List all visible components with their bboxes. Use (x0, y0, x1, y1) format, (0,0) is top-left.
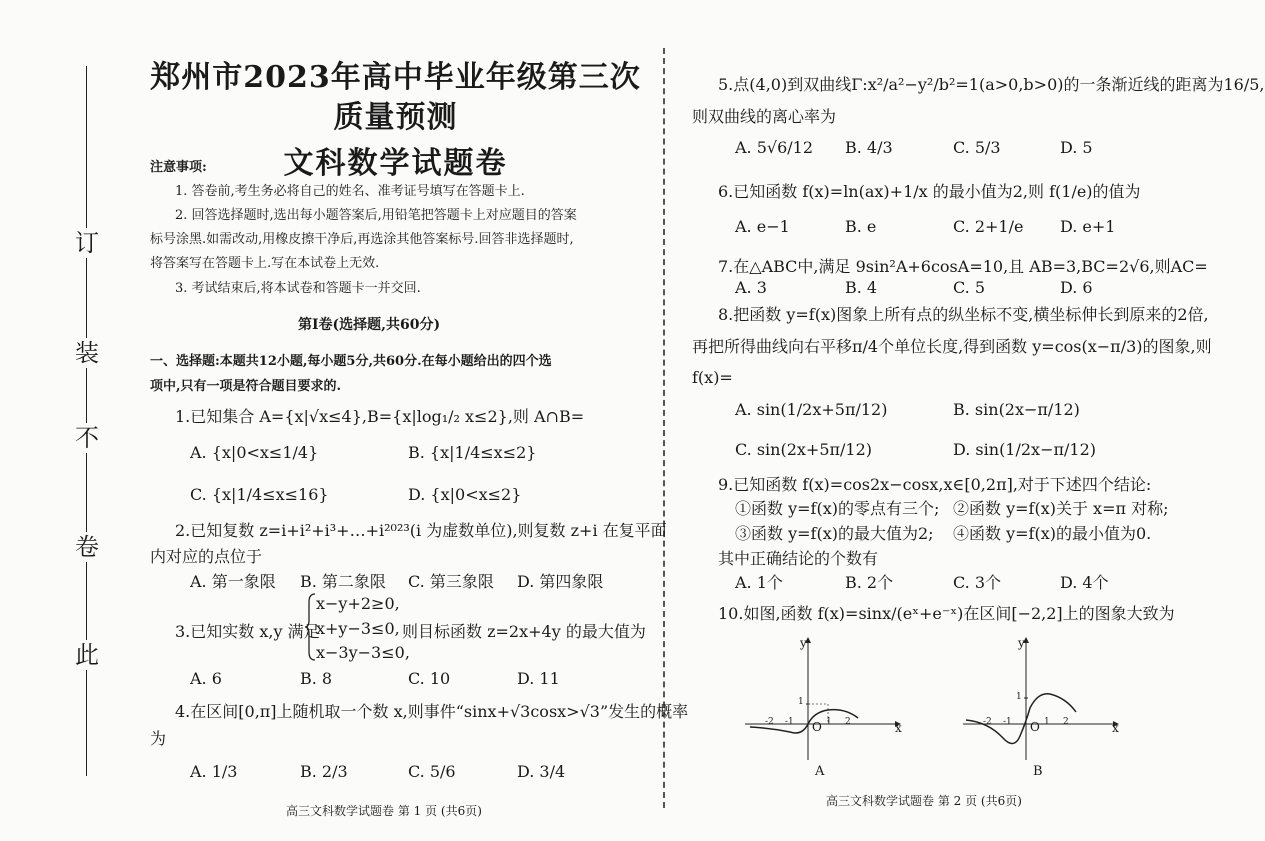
graph-b-origin: O (1030, 720, 1040, 734)
question-5-stem: 则双曲线的离心率为 (692, 107, 837, 126)
question-9-claim: ④函数 y=f(x)的最小值为0. (953, 524, 1152, 543)
question-5-option-a: A. 5√6/12 (735, 138, 814, 157)
question-3-constraint: x−3y−3≤0, (316, 643, 410, 662)
question-4-option-d: D. 3/4 (517, 762, 566, 781)
graph-a-y-label: y (800, 636, 807, 650)
question-9-option-a: A. 1个 (735, 573, 783, 592)
graph-a-tick: -2 (765, 717, 774, 727)
graph-b (958, 632, 1128, 762)
exam-title: 郑州市2023年高中毕业年级第三次质量预测 (150, 60, 641, 135)
question-8-option-c: C. sin(2x+5π/12) (735, 440, 873, 459)
question-7-option-b: B. 4 (845, 278, 878, 297)
question-3-constraint: x+y−3≤0, (316, 619, 400, 638)
question-9-stem: 9.已知函数 f(x)=cos2x−cosx,x∈[0,2π],对于下述四个结论: (718, 475, 1152, 494)
question-1-option-a: A. {x|0<x≤1/4} (190, 443, 319, 462)
graph-a-x-label: x (895, 721, 902, 735)
question-1-option-b: B. {x|1/4≤x≤2} (408, 443, 537, 462)
graph-b-label: B (1033, 764, 1043, 779)
binding-char: 不 (72, 423, 102, 453)
question-9-claim: ③函数 y=f(x)的最大值为2; (735, 524, 934, 543)
question-7-stem: 7.在△ABC中,满足 9sin²A+6cosA=10,且 AB=3,BC=2√6,则AC= (718, 257, 1208, 276)
question-5-option-b: B. 4/3 (845, 138, 893, 157)
question-5-stem: 5.点(4,0)到双曲线Γ:x²/a²−y²/b²=1(a>0,b>0)的一条渐近线的距离为16/5, (718, 75, 1265, 94)
question-6-option-c: C. 2+1/e (953, 217, 1024, 236)
question-4-stem: 为 (150, 729, 167, 748)
graph-b-tick: 1 (1016, 692, 1022, 702)
question-4-stem: 4.在区间[0,π]上随机取一个数 x,则事件“sinx+√3cosx>√3”发生的概率 (175, 702, 689, 721)
question-3-tail: 则目标函数 z=2x+4y 的最大值为 (402, 622, 646, 641)
graph-a-tick: 2 (845, 717, 851, 727)
question-3-lead: 3.已知实数 x,y 满足 (175, 622, 320, 641)
question-1-option-c: C. {x|1/4≤x≤16} (190, 485, 329, 504)
graph-b-tick: 2 (1063, 717, 1069, 727)
question-6-option-a: A. e−1 (735, 217, 790, 236)
binding-char: 装 (72, 338, 102, 368)
notice-item: 1. 答卷前,考生务必将自己的姓名、准考证号填写在答题卡上. (175, 184, 525, 199)
graph-a-tick: -1 (785, 717, 794, 727)
graph-b-x-label: x (1112, 721, 1119, 735)
question-3-option-c: C. 10 (408, 669, 451, 688)
question-7-option-a: A. 3 (735, 278, 767, 297)
question-7-option-d: D. 6 (1060, 278, 1093, 297)
graph-a-origin: O (812, 720, 822, 734)
question-2-option-c: C. 第三象限 (408, 572, 494, 591)
question-8-stem: f(x)= (692, 368, 733, 387)
binding-char: 订 (72, 228, 102, 258)
question-5-option-c: C. 5/3 (953, 138, 1001, 157)
question-7-option-c: C. 5 (953, 278, 986, 297)
left-page (148, 58, 643, 184)
binding-char: 此 (72, 640, 102, 670)
question-3-option-a: A. 6 (190, 669, 222, 688)
notice-item: 将答案写在答题卡上.写在本试卷上无效. (150, 256, 380, 271)
graph-a-label: A (815, 764, 825, 779)
question-8-stem: 8.把函数 y=f(x)图象上所有点的纵坐标不变,横坐标伸长到原来的2倍, (718, 305, 1209, 324)
notice-heading: 注意事项: (150, 160, 207, 175)
section-title: 第Ⅰ卷(选择题,共60分) (298, 317, 441, 333)
notice-item: 3. 考试结束后,将本试卷和答题卡一并交回. (175, 281, 421, 296)
question-9-claim: ②函数 y=f(x)关于 x=π 对称; (953, 499, 1169, 518)
question-10-stem: 10.如图,函数 f(x)=sinx/(eˣ+e⁻ˣ)在区间[−2,2]上的图象大致为 (718, 604, 1175, 623)
question-9-option-c: C. 3个 (953, 573, 1002, 592)
graph-b-tick: -2 (983, 717, 992, 727)
binding-char: 卷 (72, 532, 102, 562)
question-4-option-b: B. 2/3 (300, 762, 348, 781)
question-9-option-d: D. 4个 (1060, 573, 1109, 592)
question-2-option-b: B. 第二象限 (300, 572, 386, 591)
question-8-option-d: D. sin(1/2x−π/12) (953, 440, 1096, 459)
graph-a-tick: 1 (826, 717, 832, 727)
question-6-option-d: D. e+1 (1060, 217, 1116, 236)
section-intro: 一、选择题:本题共12小题,每小题5分,共60分.在每小题给出的四个选 (150, 354, 552, 369)
exam-subtitle: 文科数学试题卷 (283, 146, 508, 181)
question-2-option-a: A. 第一象限 (190, 572, 276, 591)
question-1-stem: 1.已知集合 A={x|√x≤4},B={x|log₁/₂ x≤2},则 A∩B= (175, 407, 585, 426)
question-8-option-b: B. sin(2x−π/12) (953, 400, 1080, 419)
binding-margin (0, 0, 120, 841)
question-4-option-c: C. 5/6 (408, 762, 456, 781)
question-2-stem: 2.已知复数 z=i+i²+i³+…+i²⁰²³(i 为虚数单位),则复数 z+i 在复平面 (175, 521, 667, 540)
question-2-stem: 内对应的点位于 (150, 547, 263, 566)
question-9-claim: ①函数 y=f(x)的零点有三个; (735, 499, 940, 518)
footer-right: 高三文科数学试题卷 第 2 页 (共6页) (826, 794, 1022, 808)
graph-b-tick: -1 (1003, 717, 1012, 727)
graph-a (740, 632, 910, 762)
graph-b-y-label: y (1018, 636, 1025, 650)
graph-b-tick: 1 (1044, 717, 1050, 727)
question-3-constraint: x−y+2≥0, (316, 594, 400, 613)
section-intro: 项中,只有一项是符合题目要求的. (150, 379, 342, 394)
question-3-option-d: D. 11 (517, 669, 560, 688)
question-3-option-b: B. 8 (300, 669, 333, 688)
question-5-option-d: D. 5 (1060, 138, 1093, 157)
notice-item: 2. 回答选择题时,选出每小题答案后,用铅笔把答题卡上对应题目的答案 (175, 208, 577, 223)
question-4-option-a: A. 1/3 (190, 762, 238, 781)
page-divider (663, 48, 665, 808)
notice-item: 标号涂黑.如需改动,用橡皮擦干净后,再选涂其他答案标号.回答非选择题时, (150, 232, 574, 247)
question-6-option-b: B. e (845, 217, 877, 236)
graph-a-tick: 1 (798, 697, 804, 707)
question-1-option-d: D. {x|0<x≤2} (408, 485, 522, 504)
question-9-stem: 其中正确结论的个数有 (718, 549, 879, 568)
question-9-option-b: B. 2个 (845, 573, 894, 592)
footer-left: 高三文科数学试题卷 第 1 页 (共6页) (286, 804, 482, 818)
question-6-stem: 6.已知函数 f(x)=ln(ax)+1/x 的最小值为2,则 f(1/e)的值为 (718, 182, 1141, 201)
question-8-stem: 再把所得曲线向右平移π/4个单位长度,得到函数 y=cos(x−π/3)的图象,则 (692, 337, 1212, 356)
question-2-option-d: D. 第四象限 (517, 572, 604, 591)
question-8-option-a: A. sin(1/2x+5π/12) (735, 400, 888, 419)
